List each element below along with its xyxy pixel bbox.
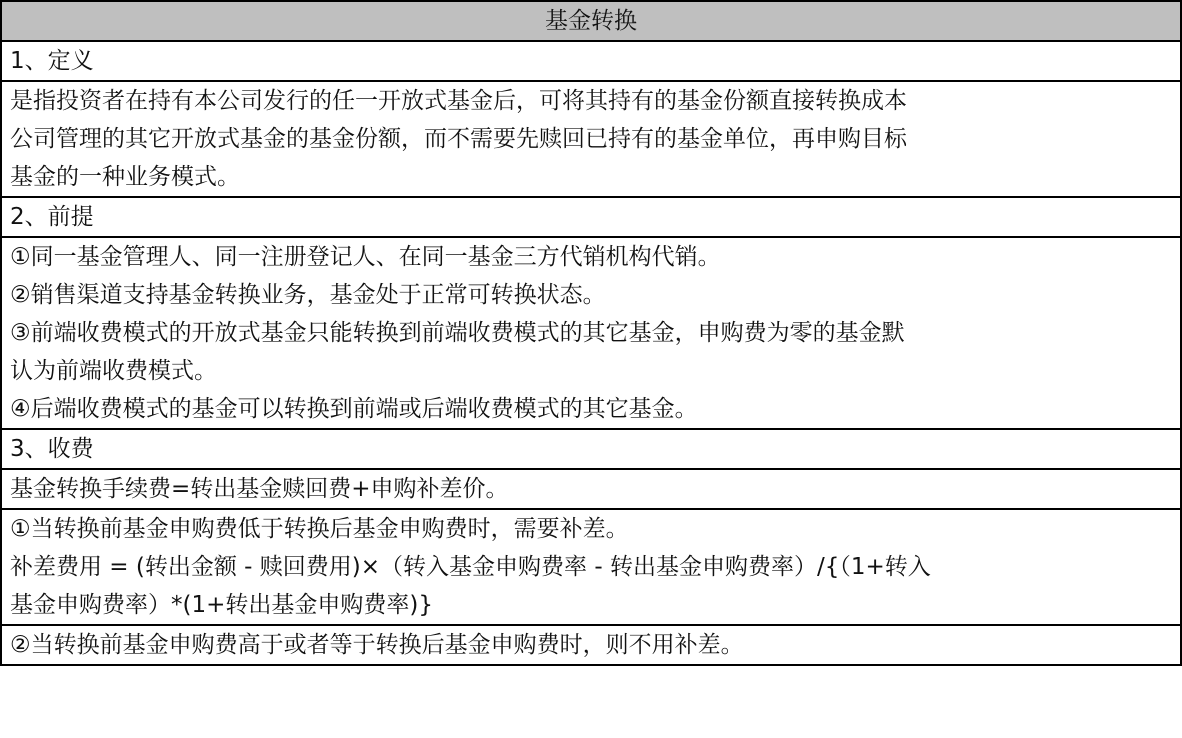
fees-case-2-text: ②当转换前基金申购费高于或者等于转换后基金申购费时，则不用补差。	[10, 632, 744, 658]
definition-line-2: 公司管理的其它开放式基金的基金份额，而不需要先赎回已持有的基金单位，再申购目标	[10, 126, 907, 152]
premise-item-3: ③前端收费模式的开放式基金只能转换到前端收费模式的其它基金，申购费为零的基金默	[10, 320, 905, 346]
fees-heading-text: 3、收费	[10, 436, 94, 462]
fees-case-2	[0, 624, 1182, 666]
fees-formula	[0, 468, 1182, 510]
premise-body	[0, 236, 1182, 430]
definition-body	[0, 80, 1182, 198]
fees-formula-text: 基金转换手续费=转出基金赎回费+申购补差价。	[10, 476, 509, 502]
definition-heading-text: 1、定义	[10, 48, 94, 74]
premise-item-2: ②销售渠道支持基金转换业务，基金处于正常可转换状态。	[10, 282, 606, 308]
fees-case-1	[0, 508, 1182, 626]
table-title	[0, 0, 1182, 42]
fees-case-1-line-2: 补差费用 = (转出金额 - 赎回费用)×（转入基金申购费率 - 转出基金申购费率）/{（1+转入	[10, 554, 931, 580]
fees-case-1-line-1: ①当转换前基金申购费低于转换后基金申购费时，需要补差。	[10, 516, 629, 542]
table-title-text: 基金转换	[545, 8, 637, 34]
premise-item-4: ④后端收费模式的基金可以转换到前端或后端收费模式的其它基金。	[10, 396, 698, 422]
premise-heading-text: 2、前提	[10, 204, 94, 230]
definition-heading	[0, 40, 1182, 82]
premise-item-3-cont: 认为前端收费模式。	[10, 358, 217, 384]
premise-item-1: ①同一基金管理人、同一注册登记人、在同一基金三方代销机构代销。	[10, 244, 721, 270]
definition-line-3: 基金的一种业务模式。	[10, 164, 240, 190]
fees-heading	[0, 428, 1182, 470]
fees-case-1-line-3: 基金申购费率）*(1+转出基金申购费率)}	[10, 592, 433, 618]
premise-heading	[0, 196, 1182, 238]
definition-line-1: 是指投资者在持有本公司发行的任一开放式基金后，可将其持有的基金份额直接转换成本	[10, 88, 907, 114]
